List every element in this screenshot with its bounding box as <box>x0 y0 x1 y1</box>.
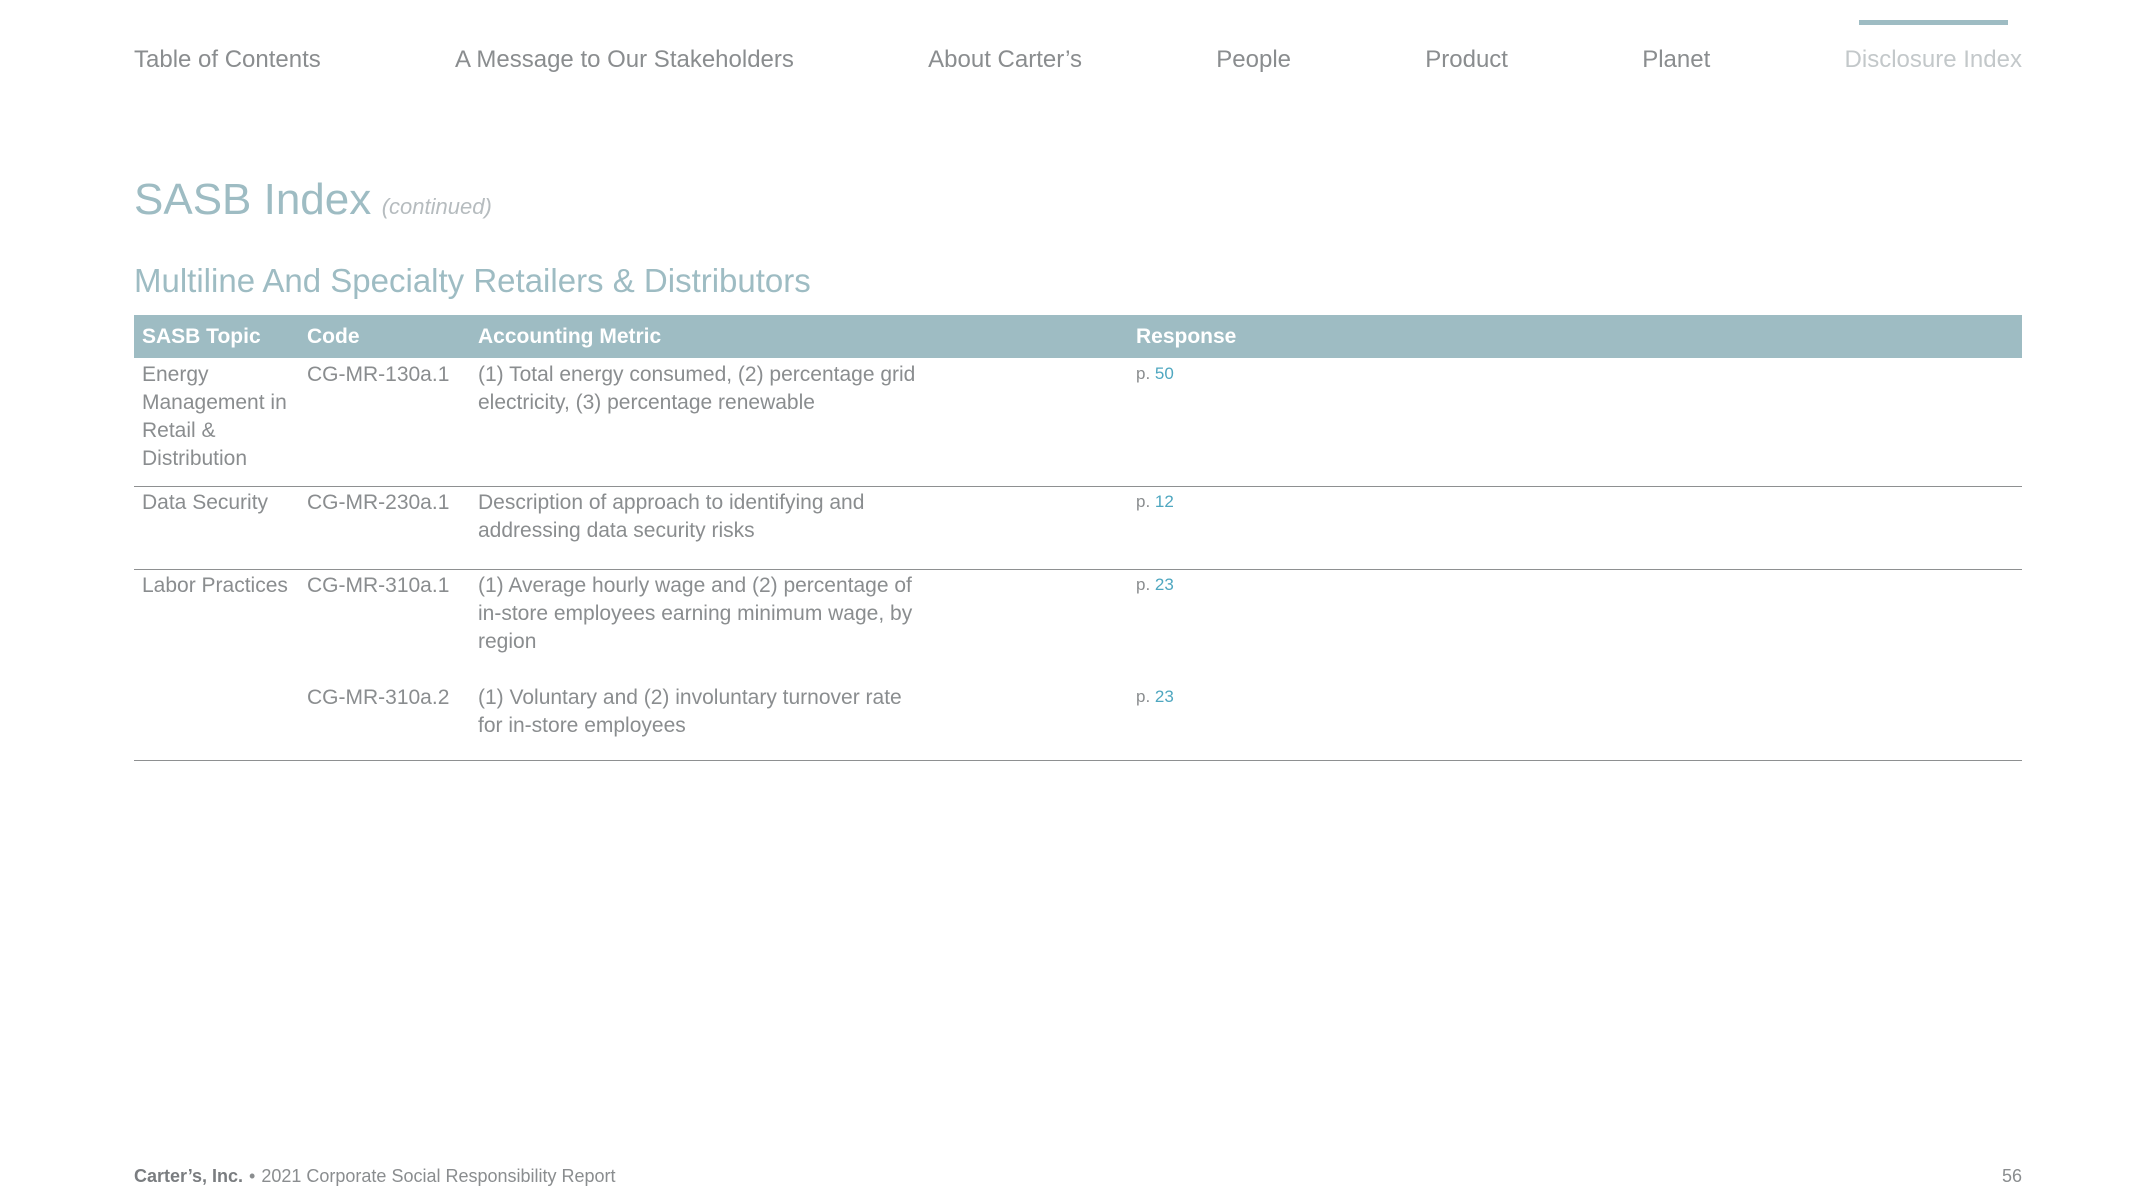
page-title: SASB Index <box>134 175 372 224</box>
page-title-row <box>134 175 492 225</box>
footer-report-name: 2021 Corporate Social Responsibility Report <box>261 1166 616 1186</box>
nav-item-people[interactable]: People <box>1216 46 1291 73</box>
metric-text: (1) Average hourly wage and (2) percentage of in-store employees earning minimum wage, by region <box>478 574 913 653</box>
topic-cell: Energy Management in Retail & Distribution <box>142 363 287 470</box>
table-row <box>134 684 2022 740</box>
response-page-link[interactable]: 12 <box>1154 492 1174 511</box>
response-prefix: p. <box>1136 575 1151 594</box>
metric-cell <box>470 684 1128 740</box>
header-accounting-metric: Accounting Metric <box>478 324 662 348</box>
topic-cell-empty <box>134 684 299 740</box>
metric-text: (1) Total energy consumed, (2) percentage grid electricity, (3) percentage renewable <box>478 363 916 414</box>
metric-cell <box>470 572 1128 684</box>
table-row <box>134 487 2022 545</box>
table-group-data-security <box>134 487 2022 570</box>
header-code: Code <box>307 324 360 348</box>
topic-cell: Labor Practices <box>142 574 288 597</box>
table-group-labor-practices <box>134 570 2022 761</box>
metric-text: (1) Voluntary and (2) involuntary turnover rate for in-store employees <box>478 686 902 737</box>
sasb-index-table <box>134 315 2022 761</box>
nav-item-planet[interactable]: Planet <box>1642 46 1711 73</box>
code-cell: CG-MR-130a.1 <box>307 363 450 386</box>
code-cell: CG-MR-230a.1 <box>307 491 450 514</box>
response-cell <box>1128 361 2022 473</box>
response-page-link[interactable]: 23 <box>1154 687 1174 706</box>
response-page-link[interactable]: 23 <box>1154 575 1174 594</box>
footer-report-info <box>134 1166 616 1187</box>
table-group-energy <box>134 358 2022 487</box>
nav-item-message-to-stakeholders[interactable]: A Message to Our Stakeholders <box>455 46 794 73</box>
metric-text: Description of approach to identifying and addressing data security risks <box>478 491 865 542</box>
footer-separator: • <box>249 1166 256 1186</box>
nav-item-table-of-contents[interactable]: Table of Contents <box>134 46 321 73</box>
top-navigation <box>134 28 2022 76</box>
response-cell <box>1128 572 2022 684</box>
nav-item-about-carters[interactable]: About Carter’s <box>928 46 1083 73</box>
footer-company: Carter’s, Inc. <box>134 1166 244 1186</box>
response-cell <box>1128 489 2022 545</box>
page-title-note: (continued) <box>381 194 492 219</box>
response-prefix: p. <box>1136 687 1151 706</box>
nav-item-disclosure-index[interactable]: Disclosure Index <box>1845 46 2022 76</box>
response-prefix: p. <box>1136 492 1151 511</box>
response-cell <box>1128 684 2022 740</box>
nav-item-product[interactable]: Product <box>1425 46 1508 73</box>
response-prefix: p. <box>1136 364 1151 383</box>
table-row <box>134 358 2022 473</box>
header-sasb-topic: SASB Topic <box>142 324 261 348</box>
page-number: 56 <box>2001 1166 2022 1186</box>
section-title: Multiline And Specialty Retailers & Distributors <box>134 262 811 299</box>
topic-cell: Data Security <box>142 491 269 514</box>
table-header-row <box>134 315 2022 358</box>
code-cell: CG-MR-310a.1 <box>307 574 450 597</box>
response-page-link[interactable]: 50 <box>1154 364 1174 383</box>
table-row <box>134 570 2022 684</box>
metric-cell <box>470 489 1128 545</box>
code-cell: CG-MR-310a.2 <box>307 686 450 709</box>
metric-cell <box>470 361 1128 473</box>
header-response: Response <box>1136 324 1237 348</box>
